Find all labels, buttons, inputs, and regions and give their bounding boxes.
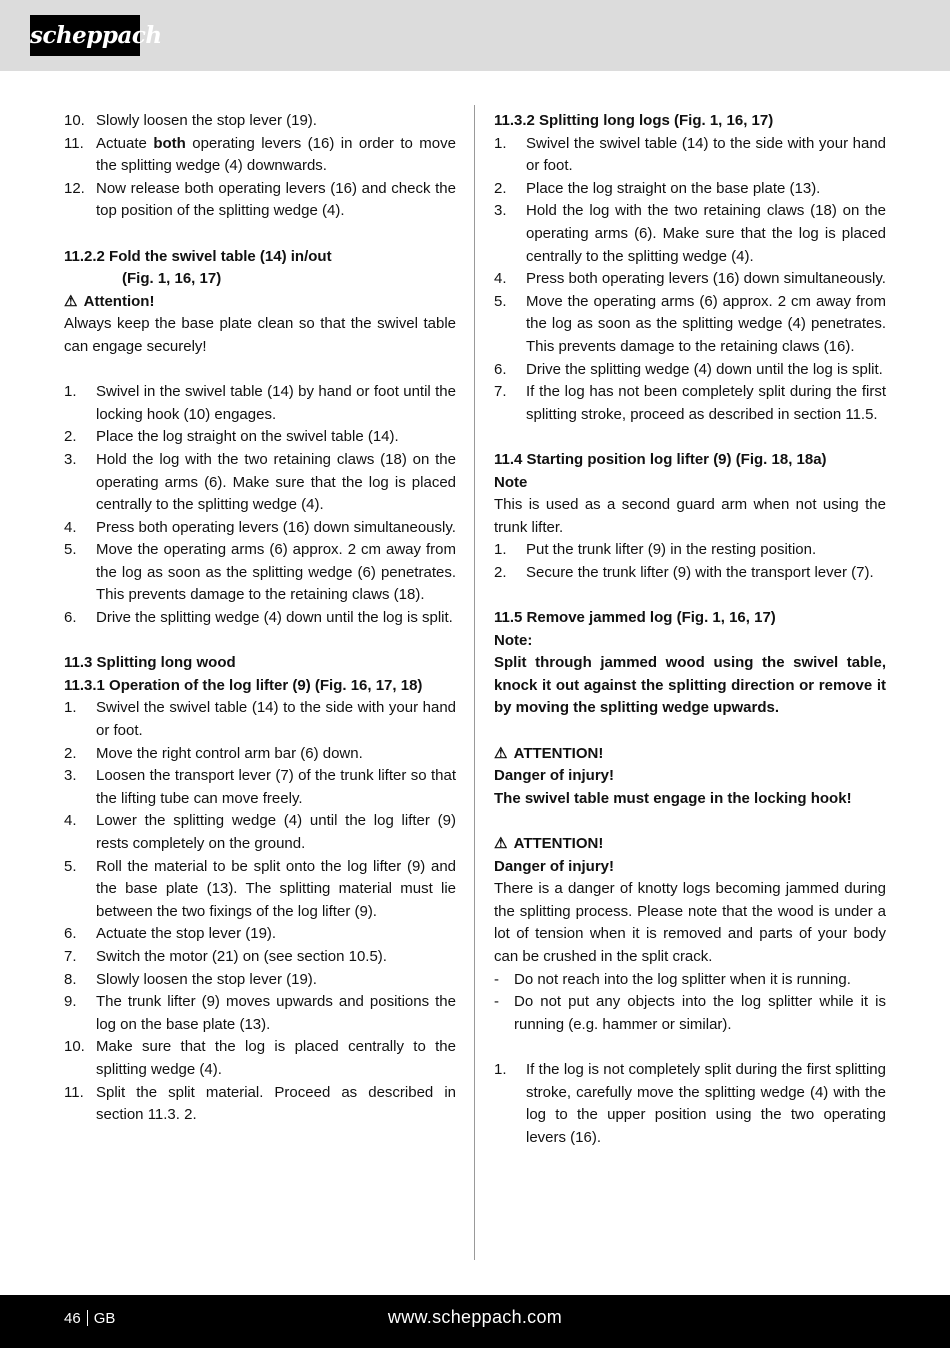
warning-subheading: Danger of injury! xyxy=(494,767,615,785)
list-item xyxy=(64,449,456,517)
list-item-text: Actuate both operating levers (16) in order to move the splitting wedge (4) downwards. xyxy=(96,134,456,175)
list-item-number: 9. xyxy=(64,993,77,1011)
list-item-number: 6. xyxy=(64,925,77,943)
list-item-number: 1. xyxy=(494,134,507,152)
warning-icon: ⚠ xyxy=(494,744,508,762)
list-item-number: 2. xyxy=(494,179,507,197)
list-item-number: 6. xyxy=(494,360,507,378)
bullet-dash: - xyxy=(494,993,499,1011)
attention-text: Always keep the base plate clean so that the swivel table can engage securely! xyxy=(64,315,456,355)
list-item-number: 4. xyxy=(64,518,77,536)
list-item xyxy=(64,969,456,992)
list-item-text: Lower the splitting wedge (4) until the log lifter (9) rests completely on the ground. xyxy=(96,812,456,852)
list-item-number: 4. xyxy=(494,270,507,288)
list-item xyxy=(64,607,456,630)
list-item-number: 1. xyxy=(494,1060,507,1078)
list-item xyxy=(494,969,886,992)
list-item-text: Move the operating arms (6) approx. 2 cm away from the log as soon as the splitting wedge (4) penetrates. This prevents damage to the retaining claws (16). xyxy=(526,292,886,355)
list-item-number: 2. xyxy=(64,428,77,446)
list-item-text: Hold the log with the two retaining claws (18) on the operating arms (6). Make sure that the log is placed centrally to the splitting wedge (4). xyxy=(526,202,886,265)
list-item xyxy=(494,291,886,359)
left-column xyxy=(64,110,456,1127)
list-item xyxy=(64,946,456,969)
note-label: Note: xyxy=(494,631,533,649)
list-item-number: 3. xyxy=(64,450,77,468)
list-item-text: Actuate the stop lever (19). xyxy=(96,925,277,943)
list-continued xyxy=(64,110,456,223)
list-item xyxy=(494,1059,886,1149)
list-item-number: 7. xyxy=(494,383,507,401)
list-item-number: 1. xyxy=(64,383,77,401)
list-item-number: 11. xyxy=(64,1083,84,1101)
list-item xyxy=(64,178,456,223)
list-item-text: Split the split material. Proceed as described in section 11.3. 2. xyxy=(96,1083,456,1124)
list-item xyxy=(64,1036,456,1081)
list-item-number: 1. xyxy=(494,541,507,559)
list-item-text: Slowly loosen the stop lever (19). xyxy=(96,112,317,129)
section-11-5-title: 11.5 Remove jammed log (Fig. 1, 16, 17) xyxy=(494,609,776,627)
list-item-text: If the log has not been completely split during the first splitting stroke, proceed as described in section 11.5. xyxy=(526,383,886,423)
list-item-text: The trunk lifter (9) moves upwards and positions the log on the base plate (13). xyxy=(96,993,456,1033)
list-item-text: Make sure that the log is placed centrally to the splitting wedge (4). xyxy=(96,1038,456,1078)
list-11-2-2 xyxy=(64,381,456,630)
list-item-number: 10. xyxy=(64,1038,85,1056)
list-item-text: Move the operating arms (6) approx. 2 cm away from the log as soon as the splitting wedge (6) penetrates. This prevents damage to the retaining claws (18). xyxy=(96,541,456,604)
list-item xyxy=(64,765,456,810)
note-text: This is used as a second guard arm when not using the trunk lifter. xyxy=(494,496,886,536)
list-item-text: Put the trunk lifter (9) in the resting position. xyxy=(526,541,817,559)
list-item xyxy=(494,268,886,291)
list-item-number: 6. xyxy=(64,609,77,627)
emphasis: both xyxy=(153,134,186,152)
list-item xyxy=(64,110,456,133)
list-item xyxy=(64,1082,456,1127)
list-item-text: Roll the material to be split onto the log lifter (9) and the base plate (13). The splitting material must lie between the two fixings of the log lifter (9). xyxy=(96,857,456,920)
list-item-text: Hold the log with the two retaining claws (18) on the operating arms (6). Make sure that the log is placed centrally to the splitting wedge (4). xyxy=(96,450,456,514)
list-item-text: Secure the trunk lifter (9) with the transport lever (7). xyxy=(526,563,874,581)
list-item xyxy=(64,133,456,178)
list-item xyxy=(494,200,886,268)
list-item xyxy=(64,697,456,742)
list-item-number: 3. xyxy=(494,202,507,220)
list-item-number: 5. xyxy=(64,857,77,875)
page-header xyxy=(0,0,950,71)
list-item-number: 2. xyxy=(64,744,77,762)
list-item-text: If the log is not completely split during the first splitting stroke, carefully move the splitting wedge (4) with the log to the upper position using the two operating levers (16). xyxy=(526,1060,886,1146)
section-11-3-2-title: 11.3.2 Splitting long logs (Fig. 1, 16, 17) xyxy=(494,112,774,129)
list-11-3-2 xyxy=(494,133,886,427)
list-item xyxy=(64,426,456,449)
list-item-text: Drive the splitting wedge (4) down until the log is split. xyxy=(526,360,883,378)
dash-list xyxy=(494,969,886,1037)
list-item-text: Slowly loosen the stop lever (19). xyxy=(96,970,317,988)
list-item xyxy=(64,381,456,426)
list-item-text: Place the log straight on the swivel table (14). xyxy=(96,428,399,446)
list-final xyxy=(494,1059,886,1149)
list-item xyxy=(494,539,886,562)
list-item-number: 4. xyxy=(64,812,77,830)
list-item-number: 3. xyxy=(64,767,77,785)
warning-heading: ⚠ ATTENTION! xyxy=(494,833,886,856)
language-code: GB xyxy=(93,1310,116,1327)
list-item-number: 2. xyxy=(494,563,507,581)
list-item-text: Drive the splitting wedge (4) down until the log is split. xyxy=(96,609,453,627)
list-item-text: Press both operating levers (16) down simultaneously. xyxy=(526,270,886,288)
warning-icon: ⚠ xyxy=(494,835,508,852)
note-label: Note xyxy=(494,473,528,491)
page-number: 46 xyxy=(64,1310,81,1327)
list-item-text: Loosen the transport lever (7) of the trunk lifter so that the lifting tube can move freely. xyxy=(96,767,456,807)
warning-text: There is a danger of knotty logs becoming jammed during the splitting process. Please note that the wood is under a lot of tension when it is removed and parts of your body can be crushed in the split crack. xyxy=(494,880,886,965)
warning-heading: ⚠ ATTENTION! xyxy=(494,743,886,766)
list-item xyxy=(64,856,456,924)
brand-logo: scheppach xyxy=(30,15,140,56)
list-item-text: Press both operating levers (16) down simultaneously. xyxy=(96,518,456,536)
list-item-number: 1. xyxy=(64,699,77,717)
section-11-3-title: 11.3 Splitting long wood xyxy=(64,654,236,672)
warning-text: The swivel table must engage in the locking hook! xyxy=(494,789,852,807)
list-item-text: Swivel the swivel table (14) to the side with your hand or foot. xyxy=(96,699,456,740)
bullet-dash: - xyxy=(494,970,499,988)
list-item xyxy=(64,810,456,855)
list-item xyxy=(64,923,456,946)
page-footer xyxy=(0,1295,950,1348)
list-item xyxy=(64,991,456,1036)
list-item xyxy=(494,381,886,426)
list-item xyxy=(494,133,886,178)
list-item-text: Place the log straight on the base plate (13). xyxy=(526,179,821,197)
right-column xyxy=(494,110,886,1149)
list-item-text: Swivel the swivel table (14) to the side with your hand or foot. xyxy=(526,134,886,175)
list-item-number: 5. xyxy=(64,541,77,559)
section-11-4-title: 11.4 Starting position log lifter (9) (Fig. 18, 18a) xyxy=(494,450,827,468)
attention-heading: ⚠ Attention! xyxy=(64,291,456,314)
note-text: Split through jammed wood using the swivel table, knock it out against the splitting direction or remove it by moving the splitting wedge upwards. xyxy=(494,654,886,717)
list-item-number: 7. xyxy=(64,947,77,965)
list-11-4 xyxy=(494,539,886,584)
list-item-number: 11. xyxy=(64,134,84,152)
list-item-number: 5. xyxy=(494,292,507,310)
list-item-text: Do not put any objects into the log splitter while it is running (e.g. hammer or similar). xyxy=(514,993,886,1033)
list-item-text: Swivel in the swivel table (14) by hand or foot until the locking hook (10) engages. xyxy=(96,383,456,423)
list-item-text: Now release both operating levers (16) and check the top position of the splitting wedge (4). xyxy=(96,179,456,220)
website-link[interactable]: www.scheppach.com xyxy=(387,1307,563,1327)
list-item xyxy=(64,743,456,766)
list-item xyxy=(494,991,886,1036)
list-item-number: 10. xyxy=(64,112,85,129)
list-item xyxy=(64,539,456,607)
list-11-3-1 xyxy=(64,697,456,1126)
list-item xyxy=(494,562,886,585)
warning-subheading: Danger of injury! xyxy=(494,857,615,875)
column-divider xyxy=(474,105,475,1260)
section-11-2-2-title: 11.2.2 Fold the swivel table (14) in/out xyxy=(64,247,332,265)
list-item-text: Switch the motor (21) on (see section 10.5). xyxy=(96,947,387,965)
warning-icon: ⚠ xyxy=(64,292,78,310)
list-item-number: 12. xyxy=(64,179,85,197)
list-item xyxy=(494,178,886,201)
list-item xyxy=(494,359,886,382)
list-item-text: Move the right control arm bar (6) down. xyxy=(96,744,363,762)
list-item-number: 8. xyxy=(64,970,77,988)
list-item xyxy=(64,517,456,540)
section-11-2-2-figref: (Fig. 1, 16, 17) xyxy=(122,270,222,288)
list-item-text: Do not reach into the log splitter when it is running. xyxy=(514,970,851,988)
section-11-3-1-title: 11.3.1 Operation of the log lifter (9) (Fig. 16, 17, 18) xyxy=(64,676,423,694)
